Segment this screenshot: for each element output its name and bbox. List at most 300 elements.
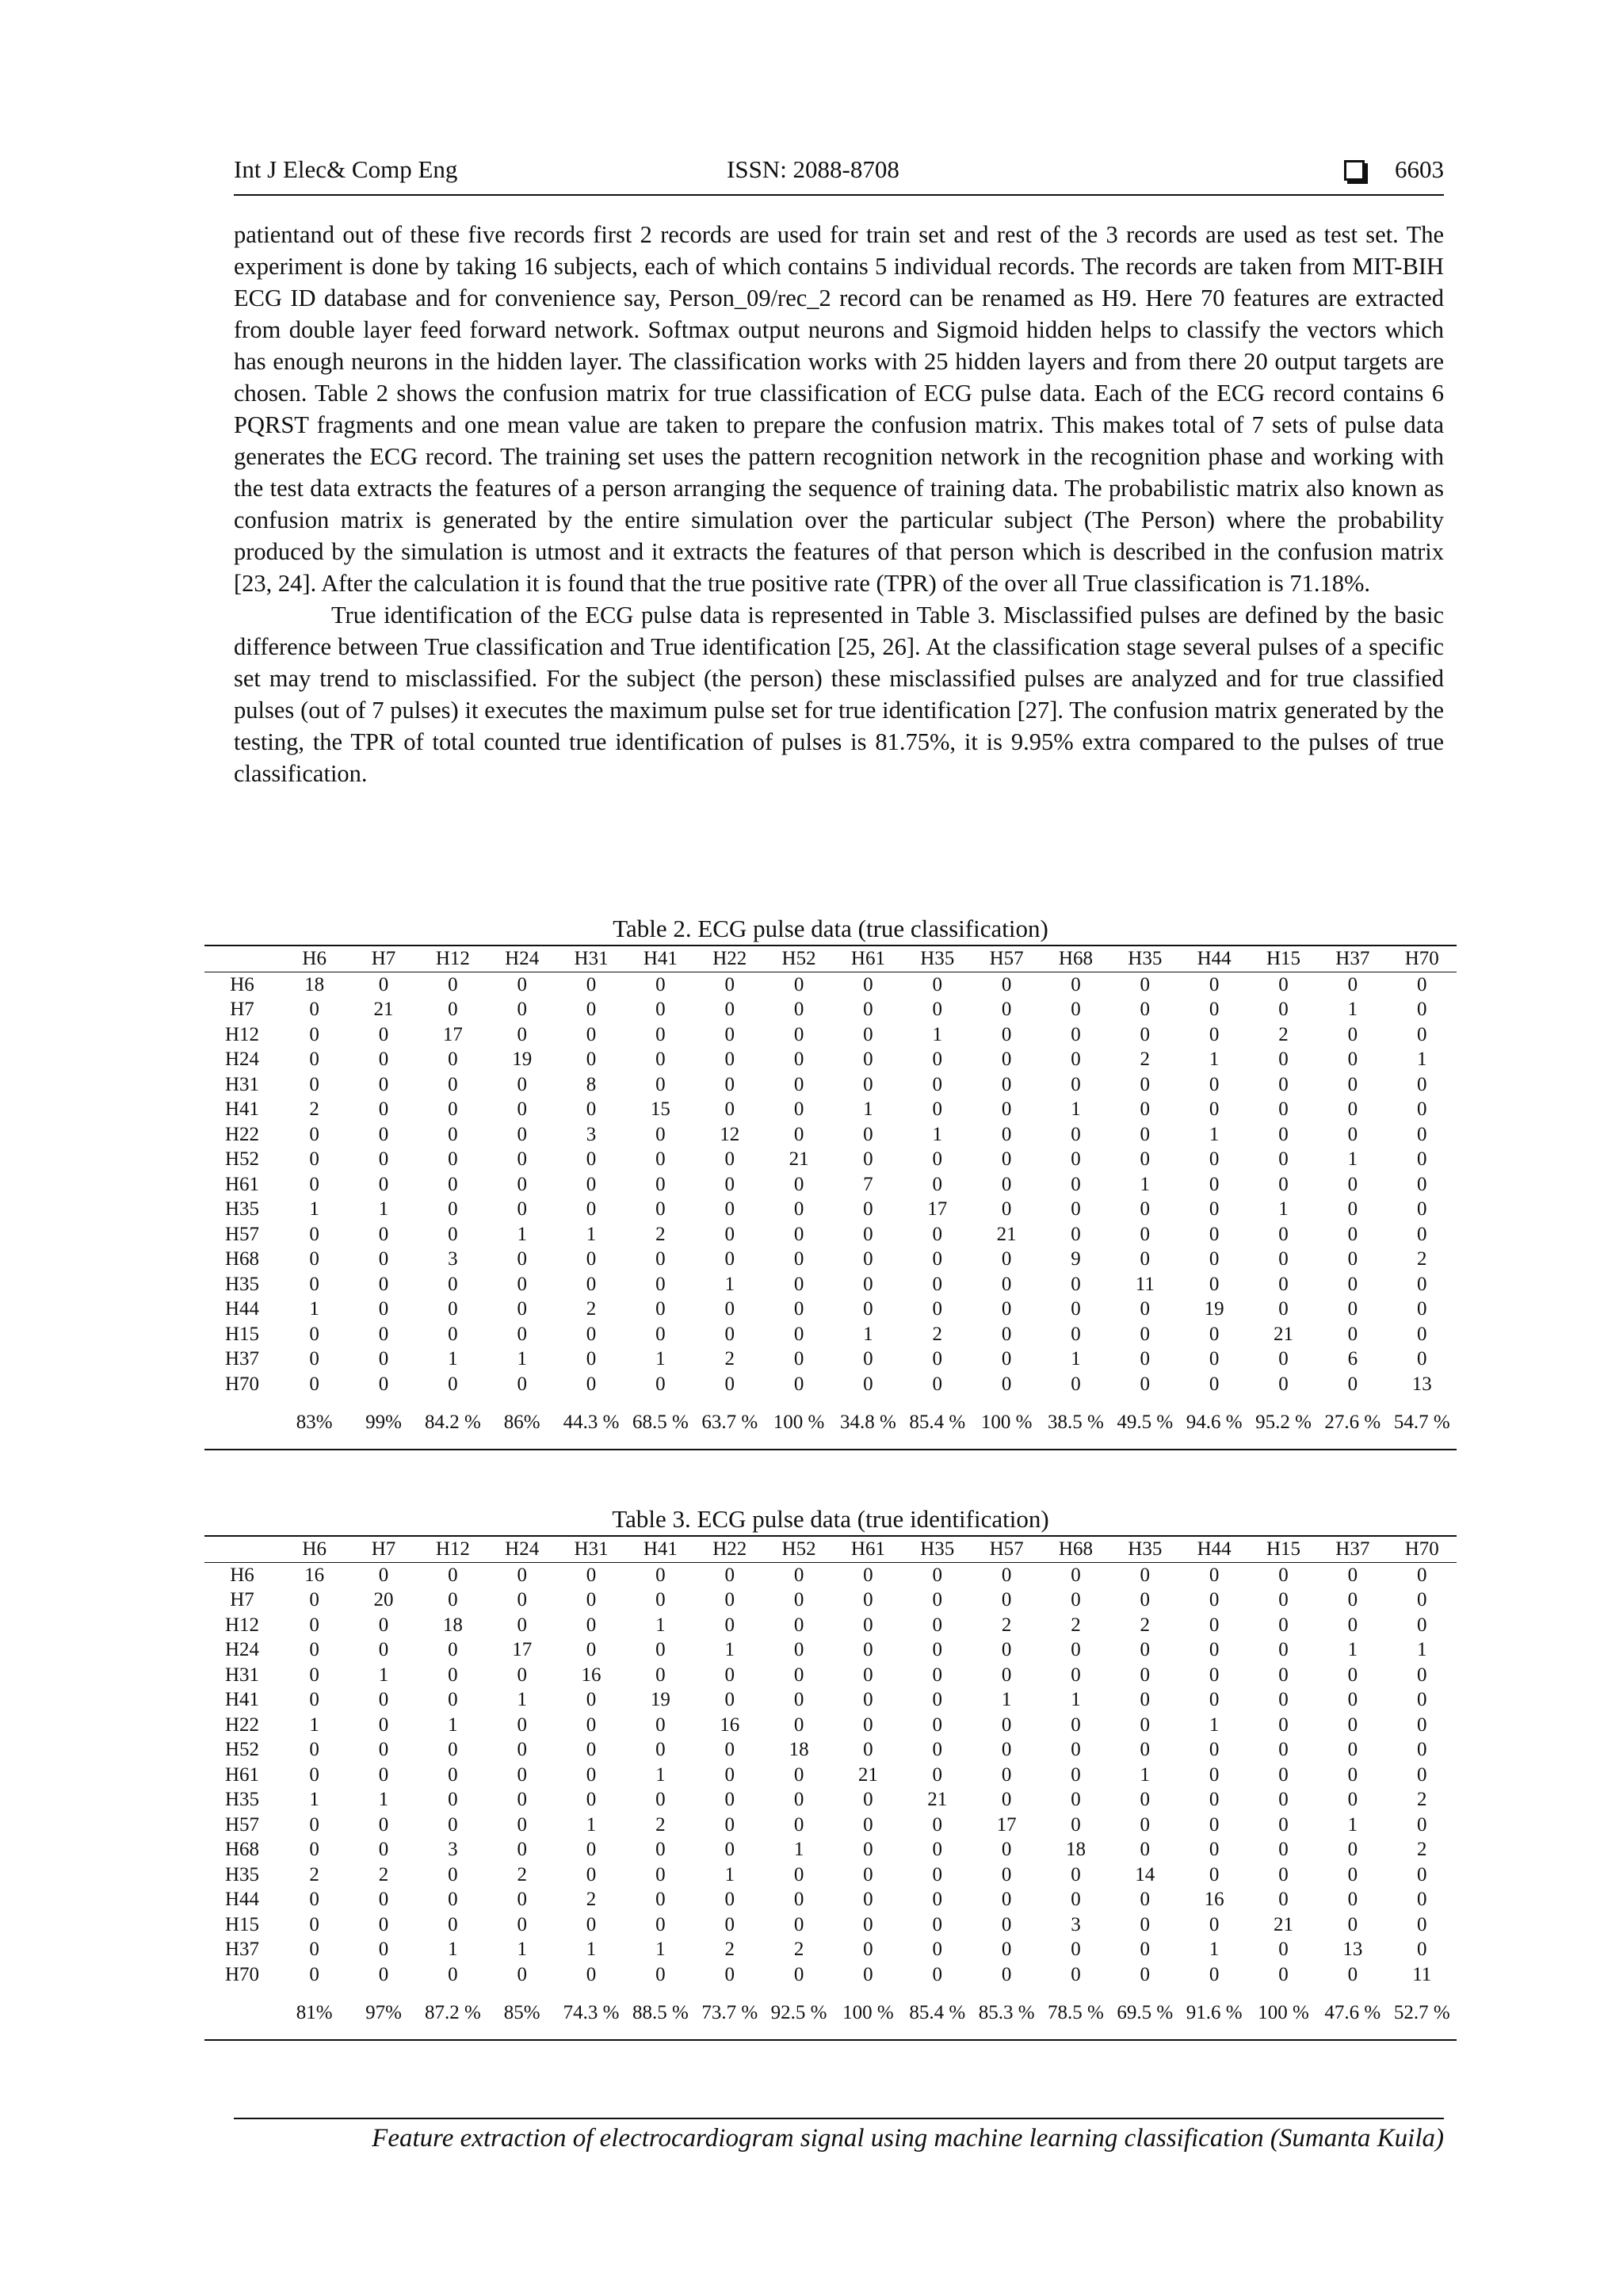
table-cell: 0: [517, 1664, 527, 1686]
table-cell: 0: [1071, 1713, 1081, 1736]
table-cell: 0: [932, 1373, 943, 1395]
table-cell: 0: [1417, 1739, 1427, 1760]
table-cell: 1: [655, 1763, 666, 1786]
table-cell: 0: [793, 1323, 804, 1345]
table-cell: 0: [932, 1148, 943, 1170]
table-cell: 0: [448, 1323, 458, 1345]
table-cell: 0: [863, 1639, 873, 1660]
table-cell: 0: [448, 1763, 458, 1786]
table-cell: 2: [586, 1889, 597, 1910]
table-cell: 0: [1278, 1148, 1289, 1170]
table-cell: 0: [378, 1614, 389, 1636]
table-cell: 0: [932, 1889, 943, 1910]
table-cell: 9: [1071, 1248, 1081, 1270]
table-cell: 0: [448, 1564, 458, 1586]
table-cell: 1: [517, 1939, 527, 1960]
row-label: H57: [224, 1813, 260, 1836]
table-cell: 0: [1001, 999, 1012, 1020]
table-cell: 0: [586, 1614, 597, 1636]
table-cell: 0: [517, 1789, 527, 1810]
table-cell: 0: [309, 1223, 319, 1245]
table-cell: 0: [1278, 999, 1289, 1020]
tpr-cell: 73.7 %: [695, 1987, 764, 2040]
table-cell: 0: [655, 1198, 666, 1220]
table-cell: 0: [1071, 1273, 1081, 1295]
table-cell: 0: [1417, 1323, 1427, 1345]
table-cell: 0: [863, 1148, 873, 1170]
table-cell: 17: [996, 1813, 1017, 1836]
table-cell: 0: [309, 1373, 319, 1395]
row-label: H22: [224, 1713, 260, 1736]
table-cell: 0: [1417, 1614, 1427, 1636]
table-cell: 0: [1209, 1789, 1220, 1810]
table-cell: 0: [655, 1913, 666, 1935]
table-cell: 0: [1209, 1614, 1220, 1636]
table-cell: 2: [1001, 1614, 1012, 1636]
row-label: H7: [230, 1589, 254, 1610]
table-cell: 0: [378, 1148, 389, 1170]
column-header: H44: [1179, 946, 1248, 972]
table-cell: 0: [863, 1373, 873, 1395]
table-cell: 0: [724, 1889, 735, 1910]
table-cell: 0: [724, 999, 735, 1020]
table-row: [204, 1663, 1457, 1688]
table-cell: 15: [650, 1098, 670, 1120]
table-cell: 0: [1071, 1664, 1081, 1686]
table-cell: 0: [655, 1173, 666, 1195]
table-cell: 0: [724, 1839, 735, 1860]
table-cell: 0: [1417, 999, 1427, 1020]
table-cell: 0: [793, 1913, 804, 1935]
table-cell: 2: [586, 1298, 597, 1320]
table-row: [204, 1322, 1457, 1347]
table-cell: 0: [863, 1564, 873, 1586]
table-cell: 0: [1071, 1049, 1081, 1070]
table-cell: 0: [655, 1123, 666, 1145]
table-row: [204, 1372, 1457, 1397]
table-cell: 1: [309, 1198, 319, 1220]
table-cell: 0: [863, 1813, 873, 1836]
table-cell: 0: [1001, 1173, 1012, 1195]
table-cell: 0: [448, 1789, 458, 1810]
tpr-cell: 95.2 %: [1249, 1396, 1318, 1450]
table-cell: 0: [1001, 1148, 1012, 1170]
table-cell: 1: [932, 1123, 943, 1145]
table-cell: 0: [448, 1373, 458, 1395]
table-cell: 2: [1417, 1789, 1427, 1810]
table-cell: 0: [1417, 1123, 1427, 1145]
table-cell: 0: [1001, 1049, 1012, 1070]
tpr-cell: 100 %: [1249, 1987, 1318, 2040]
tpr-cell: 85.4 %: [903, 1396, 972, 1450]
table-cell: 0: [1417, 1913, 1427, 1935]
table-cell: 0: [1071, 1198, 1081, 1220]
table-cell: 0: [586, 1689, 597, 1710]
table-cell: 0: [1209, 1223, 1220, 1245]
table-cell: 0: [1417, 1148, 1427, 1170]
table-cell: 0: [517, 1148, 527, 1170]
row-label: H22: [224, 1123, 260, 1145]
footer-divider: [234, 2118, 1444, 2119]
table-cell: 0: [793, 1564, 804, 1586]
table-cell: 0: [517, 1614, 527, 1636]
row-label: H57: [224, 1223, 260, 1245]
table-row: [204, 997, 1457, 1022]
table-cell: 0: [309, 1248, 319, 1270]
row-label: H37: [224, 1348, 260, 1370]
row-label: H37: [224, 1939, 260, 1960]
tpr-cell: 83%: [280, 1396, 349, 1450]
table-cell: 0: [1071, 1323, 1081, 1345]
body-text: [234, 219, 1444, 789]
table-cell: 1: [1347, 1148, 1358, 1170]
column-header: H22: [695, 946, 764, 972]
table-cell: 0: [309, 1839, 319, 1860]
table-cell: 1: [1209, 1713, 1220, 1736]
table-cell: 0: [378, 1939, 389, 1960]
table-cell: 0: [517, 999, 527, 1020]
column-header: H7: [349, 946, 418, 972]
row-label: H12: [224, 1023, 260, 1045]
table-cell: 0: [1347, 1373, 1358, 1395]
table-header-row: [204, 1536, 1457, 1562]
column-header: H52: [764, 1536, 833, 1562]
table-cell: 1: [793, 1839, 804, 1860]
table-cell: 17: [442, 1023, 463, 1045]
table-cell: 0: [378, 1913, 389, 1935]
table-cell: 0: [1140, 1939, 1151, 1960]
tpr-cell: 85.4 %: [903, 1987, 972, 2040]
table-cell: 0: [1001, 1763, 1012, 1786]
table-cell: 0: [1071, 1863, 1081, 1885]
table-cell: 17: [927, 1198, 948, 1220]
table-cell: 1: [655, 1939, 666, 1960]
table-cell: 0: [1278, 1223, 1289, 1245]
row-label: H70: [224, 1963, 260, 1985]
table-cell: 0: [448, 1098, 458, 1120]
table-cell: 0: [1001, 1073, 1012, 1095]
table-cell: 0: [1140, 1789, 1151, 1810]
table-cell: 0: [1347, 1023, 1358, 1045]
table-cell: 1: [448, 1713, 458, 1736]
tpr-cell: 34.8 %: [834, 1396, 903, 1450]
table-cell: 0: [1071, 1073, 1081, 1095]
table-cell: 0: [586, 1963, 597, 1985]
table-cell: 0: [793, 1614, 804, 1636]
table-cell: 0: [448, 1223, 458, 1245]
table-cell: 0: [1001, 1273, 1012, 1295]
table-row: [204, 1172, 1457, 1198]
table-cell: 0: [1001, 1123, 1012, 1145]
table-cell: 0: [1347, 1323, 1358, 1345]
table-cell: 0: [517, 1248, 527, 1270]
table-cell: 0: [1140, 1589, 1151, 1610]
table-cell: 0: [1278, 1348, 1289, 1370]
table-cell: 0: [655, 1789, 666, 1810]
table-3-true-identification: [204, 1535, 1457, 2041]
table-cell: 0: [517, 1889, 527, 1910]
table-cell: 0: [448, 1173, 458, 1195]
table-cell: 0: [1140, 1148, 1151, 1170]
table-cell: 0: [932, 1863, 943, 1885]
tpr-cell: 49.5 %: [1110, 1396, 1179, 1450]
table-cell: 0: [1347, 1713, 1358, 1736]
table-cell: 0: [724, 1963, 735, 1985]
table-cell: 0: [793, 1713, 804, 1736]
table-cell: 2: [932, 1323, 943, 1345]
table-cell: 0: [1278, 1273, 1289, 1295]
table-cell: 0: [793, 1049, 804, 1070]
row-label: H31: [224, 1073, 260, 1095]
table-cell: 0: [586, 1323, 597, 1345]
table-cell: 0: [586, 1763, 597, 1786]
table-cell: 0: [793, 1689, 804, 1710]
table-cell: 0: [863, 1614, 873, 1636]
table-cell: 0: [1140, 1664, 1151, 1686]
table-cell: 0: [724, 1298, 735, 1320]
table-cell: 0: [863, 1273, 873, 1295]
table-cell: 0: [655, 1049, 666, 1070]
table-cell: 0: [793, 1123, 804, 1145]
row-label: H15: [224, 1323, 260, 1345]
table-cell: 0: [793, 1198, 804, 1220]
table-cell: 0: [1347, 1664, 1358, 1686]
table-row: [204, 1862, 1457, 1888]
table-row: [204, 1247, 1457, 1272]
table-cell: 21: [857, 1763, 878, 1786]
table-cell: 0: [1417, 1939, 1427, 1960]
table-cell: 0: [932, 1839, 943, 1860]
table-cell: 0: [793, 1789, 804, 1810]
tpr-row: [204, 1396, 1457, 1450]
tpr-cell: 47.6 %: [1318, 1987, 1387, 2040]
table-cell: 0: [1417, 1863, 1427, 1885]
table-cell: 0: [309, 1664, 319, 1686]
table-cell: 0: [1071, 1023, 1081, 1045]
table-cell: 0: [932, 1939, 943, 1960]
table-cell: 0: [793, 1763, 804, 1786]
table-cell: 0: [1347, 1073, 1358, 1095]
column-header: H35: [1110, 946, 1179, 972]
table-cell: 0: [309, 1273, 319, 1295]
table-cell: 0: [309, 1689, 319, 1710]
tpr-cell: 92.5 %: [764, 1987, 833, 2040]
table-cell: 0: [1417, 973, 1427, 995]
table-cell: 0: [309, 1939, 319, 1960]
table-cell: 0: [1001, 1939, 1012, 1960]
table-cell: 18: [1065, 1839, 1086, 1860]
column-header: H57: [972, 946, 1041, 972]
table-cell: 0: [863, 1123, 873, 1145]
table-cell: 0: [517, 1173, 527, 1195]
table-cell: 0: [1071, 1173, 1081, 1195]
table-cell: 0: [863, 1913, 873, 1935]
table-cell: 0: [793, 1664, 804, 1686]
tpr-cell: 85.3 %: [972, 1987, 1041, 2040]
table-cell: 0: [1278, 1763, 1289, 1786]
table-cell: 0: [655, 1023, 666, 1045]
table-cell: 0: [1347, 1913, 1358, 1935]
table-cell: 0: [863, 1789, 873, 1810]
table-cell: 0: [793, 1373, 804, 1395]
table-cell: 1: [448, 1348, 458, 1370]
table-cell: 0: [517, 1098, 527, 1120]
table-cell: 0: [378, 1273, 389, 1295]
table-cell: 0: [309, 1323, 319, 1345]
table-row: [204, 1097, 1457, 1122]
table-cell: 0: [1071, 973, 1081, 995]
table-cell: 0: [586, 1248, 597, 1270]
table-cell: 0: [793, 973, 804, 995]
table-cell: 0: [863, 999, 873, 1020]
tpr-cell: 86%: [487, 1396, 556, 1450]
table-cell: 0: [1001, 1639, 1012, 1660]
table-cell: 0: [1001, 1789, 1012, 1810]
table-cell: 0: [1001, 1248, 1012, 1270]
table-cell: 19: [650, 1689, 670, 1710]
table-cell: 0: [1209, 973, 1220, 995]
table-cell: 0: [1209, 1664, 1220, 1686]
table-cell: 0: [1209, 1273, 1220, 1295]
table-cell: 0: [1140, 1248, 1151, 1270]
table-cell: 0: [517, 1323, 527, 1345]
table-cell: 0: [1209, 1023, 1220, 1045]
table-cell: 0: [1417, 1298, 1427, 1320]
table-cell: 0: [1278, 1889, 1289, 1910]
table-cell: 14: [1135, 1863, 1155, 1885]
table-cell: 0: [1278, 1639, 1289, 1660]
row-label: H41: [224, 1098, 260, 1120]
row-label: H44: [224, 1889, 260, 1910]
row-label: H35: [224, 1789, 260, 1810]
table-cell: 0: [1209, 1589, 1220, 1610]
table-cell: 0: [724, 1763, 735, 1786]
table-cell: 0: [1001, 1348, 1012, 1370]
table-cell: 6: [1347, 1348, 1358, 1370]
table-cell: 0: [793, 1889, 804, 1910]
tpr-cell: 100 %: [764, 1396, 833, 1450]
table-cell: 0: [1001, 1298, 1012, 1320]
table-cell: 0: [863, 1889, 873, 1910]
table-cell: 0: [1071, 1739, 1081, 1760]
table-cell: 0: [586, 1098, 597, 1120]
table-cell: 0: [1140, 1913, 1151, 1935]
table-cell: 0: [1140, 1073, 1151, 1095]
table-cell: 0: [724, 1664, 735, 1686]
column-header: H31: [556, 946, 625, 972]
row-label: H6: [230, 1564, 254, 1586]
table-cell: 0: [793, 1348, 804, 1370]
table-cell: 0: [448, 999, 458, 1020]
table-cell: 0: [1001, 1839, 1012, 1860]
tpr-cell: 97%: [349, 1987, 418, 2040]
column-header: H61: [834, 946, 903, 972]
column-header: H57: [972, 1536, 1041, 1562]
row-label: H31: [224, 1664, 260, 1686]
column-header: H35: [903, 1536, 972, 1562]
table-cell: 16: [581, 1664, 601, 1686]
table-row: [204, 1072, 1457, 1098]
tpr-cell: 100 %: [834, 1987, 903, 2040]
table-cell: 0: [1209, 1098, 1220, 1120]
table-cell: 17: [512, 1639, 533, 1660]
table-cell: 0: [1417, 1198, 1427, 1220]
table-cell: 0: [1278, 1739, 1289, 1760]
table-cell: 0: [517, 1963, 527, 1985]
column-header: H31: [556, 1536, 625, 1562]
table-corner-cell: [204, 1536, 280, 1562]
table-cell: 0: [1071, 1939, 1081, 1960]
table-row: [204, 1047, 1457, 1072]
table-cell: 1: [932, 1023, 943, 1045]
table-cell: 2: [1417, 1839, 1427, 1860]
table-cell: 0: [1001, 1323, 1012, 1345]
table-cell: 0: [378, 1073, 389, 1095]
table-cell: 0: [1417, 1023, 1427, 1045]
table-cell: 1: [1001, 1689, 1012, 1710]
table-cell: 2: [793, 1939, 804, 1960]
table-cell: 0: [724, 1614, 735, 1636]
table-cell: 0: [655, 1073, 666, 1095]
tpr-cell: 94.6 %: [1179, 1396, 1248, 1450]
table-cell: 0: [1140, 1298, 1151, 1320]
table-cell: 1: [1209, 1123, 1220, 1145]
table-cell: 0: [1140, 1348, 1151, 1370]
table-cell: 0: [1209, 1348, 1220, 1370]
table-cell: 0: [1209, 1248, 1220, 1270]
table-cell: 0: [1071, 1639, 1081, 1660]
column-header: H52: [764, 946, 833, 972]
table-cell: 21: [373, 999, 394, 1020]
table-cell: 0: [932, 1913, 943, 1935]
table-cell: 1: [378, 1664, 389, 1686]
table-cell: 0: [724, 1373, 735, 1395]
table-cell: 13: [1411, 1373, 1432, 1395]
table-cell: 0: [863, 1963, 873, 1985]
table-cell: 0: [724, 1813, 735, 1836]
table-cell: 0: [793, 1863, 804, 1885]
table-cell: 0: [1001, 1198, 1012, 1220]
table-cell: 0: [1001, 1373, 1012, 1395]
table-cell: 1: [1071, 1098, 1081, 1120]
table-cell: 0: [1140, 973, 1151, 995]
table-cell: 0: [1278, 1564, 1289, 1586]
table-row: [204, 1272, 1457, 1297]
column-header: H41: [626, 946, 695, 972]
tpr-cell: 99%: [349, 1396, 418, 1450]
table-cell: 0: [1417, 1889, 1427, 1910]
table-row: [204, 1197, 1457, 1222]
table-cell: 0: [1140, 1689, 1151, 1710]
table-cell: 0: [586, 1789, 597, 1810]
table-cell: 0: [863, 1298, 873, 1320]
table-cell: 0: [1071, 1813, 1081, 1836]
table-3-block: [204, 1505, 1457, 2041]
table-cell: 0: [1347, 1223, 1358, 1245]
table-cell: 0: [1001, 1739, 1012, 1760]
header-divider: [234, 194, 1444, 196]
tpr-cell: 78.5 %: [1041, 1987, 1110, 2040]
table-cell: 0: [448, 1813, 458, 1836]
table-cell: 1: [1278, 1198, 1289, 1220]
table-cell: 0: [793, 1298, 804, 1320]
table-cell: 0: [1417, 1763, 1427, 1786]
table-3-caption: Table 3. ECG pulse data (true identification): [612, 1505, 1049, 1533]
table-cell: 0: [932, 973, 943, 995]
table-cell: 0: [932, 1248, 943, 1270]
tpr-cell: 81%: [280, 1987, 349, 2040]
table-row: [204, 1837, 1457, 1862]
